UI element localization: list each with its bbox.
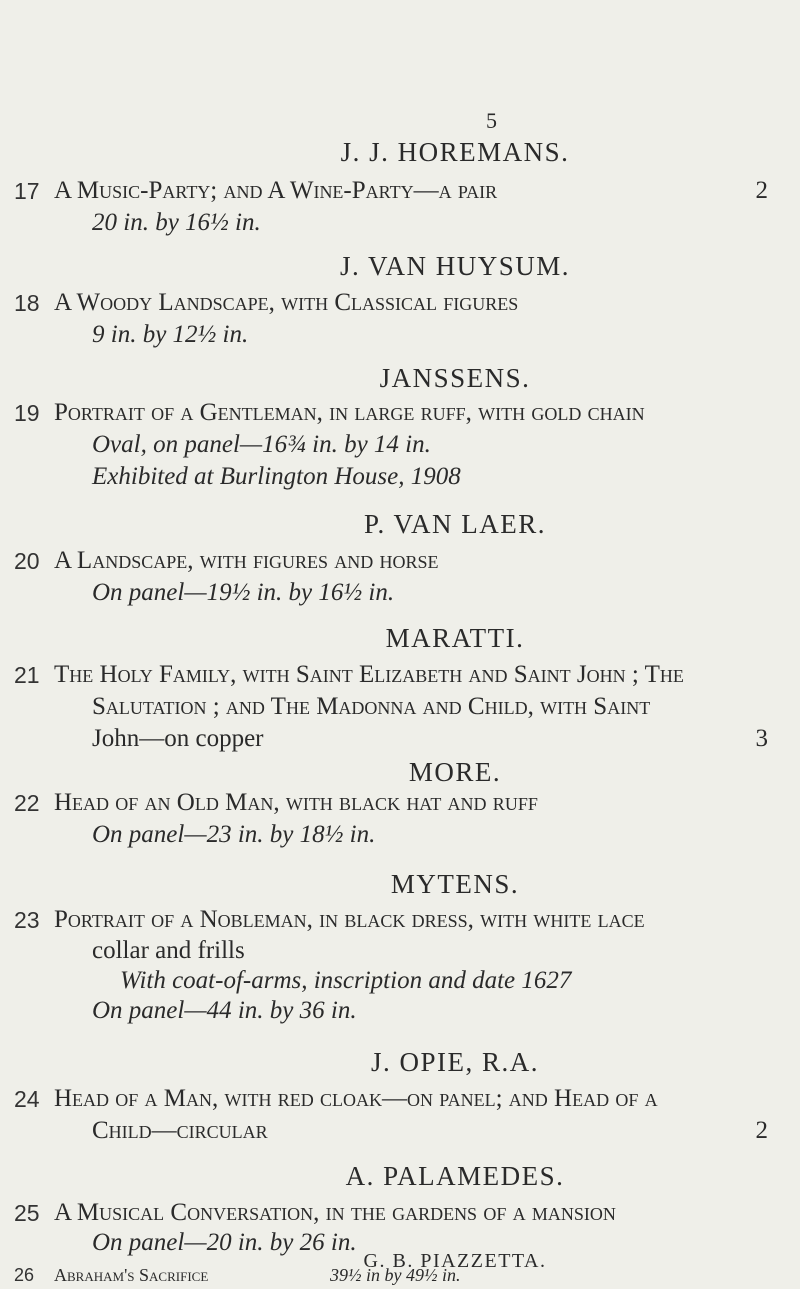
lot-dimensions: On panel—23 in. by 18½ in. — [92, 821, 376, 848]
lot-number: 25 — [14, 1200, 40, 1226]
artist-name: A. PALAMEDES. — [345, 1161, 565, 1191]
lot-dimensions: On panel—44 in. by 36 in. — [92, 997, 357, 1024]
lot-title: Portrait of a Nobleman, in black dress, with white lace — [54, 906, 645, 933]
lot-number: 19 — [14, 400, 40, 426]
lot-number: 26 — [14, 1265, 35, 1285]
artist-name: MORE. — [408, 757, 502, 787]
lot-quantity: 2 — [755, 177, 768, 204]
lot-title: A Woody Landscape, with Classical figures — [54, 289, 519, 316]
lot-quantity: 3 — [755, 725, 768, 752]
artist-name: J. VAN HUYSUM. — [339, 251, 571, 281]
lot-number: 17 — [14, 178, 40, 204]
artist-name-horemans: J. J. HOREMANS. — [340, 137, 570, 167]
lot-number: 24 — [14, 1086, 40, 1112]
lot-title: A Musical Conversation, in the gardens of a mansion — [54, 1199, 616, 1226]
artist-name: G. B. PIAZZETTA. — [363, 1250, 547, 1272]
artist-name: JANSSENS. — [379, 363, 531, 393]
lot-number: 20 — [14, 548, 40, 574]
lot-title: A Landscape, with figures and horse — [54, 547, 439, 574]
lot-title: Head of an Old Man, with black hat and ruff — [54, 789, 538, 816]
lot-quantity: 2 — [755, 1117, 768, 1144]
artist-name: MYTENS. — [390, 869, 520, 899]
lot-title-continued: Child—circular — [92, 1117, 268, 1144]
lot-title: The Holy Family, with Saint Elizabeth and Saint John ; The — [54, 661, 684, 688]
lot-dimensions: Oval, on panel—16¾ in. by 14 in. — [92, 431, 431, 458]
lot-note: Exhibited at Burlington House, 1908 — [92, 463, 461, 490]
lot-title-continued: John—on copper — [92, 725, 264, 752]
artist-name: P. VAN LAER. — [363, 509, 547, 539]
lot-number: 23 — [14, 907, 40, 933]
lot-title: Portrait of a Gentleman, in large ruff, with gold chain — [54, 399, 645, 426]
lot-title: Head of a Man, with red cloak—on panel; and Head of a — [54, 1085, 658, 1112]
lot-title-continued: collar and frills — [92, 937, 245, 964]
lot-number: 21 — [14, 662, 40, 688]
artist-name: MARATTI. — [385, 623, 525, 653]
lot-dimensions: On panel—20 in. by 26 in. — [92, 1229, 357, 1256]
page-number: 5 — [486, 108, 497, 133]
lot-note: With coat-of-arms, inscription and date 1627 — [120, 967, 572, 994]
lot-title: A Music-Party; and A Wine-Party—a pair — [54, 177, 498, 204]
lot-dimensions: On panel—19½ in. by 16½ in. — [92, 579, 395, 606]
lot-number: 22 — [14, 790, 40, 816]
artist-name: J. OPIE, R.A. — [370, 1047, 539, 1077]
lot-title: Abraham's Sacrifice — [54, 1265, 209, 1285]
lot-number: 18 — [14, 290, 40, 316]
lot-dimensions: 9 in. by 12½ in. — [92, 321, 249, 348]
lot-title-continued: Salutation ; and The Madonna and Child, with Saint — [92, 693, 651, 720]
lot-dimensions: 39½ in by 49½ in. — [330, 1265, 461, 1285]
lot-dimensions: 20 in. by 16½ in. — [92, 209, 261, 236]
